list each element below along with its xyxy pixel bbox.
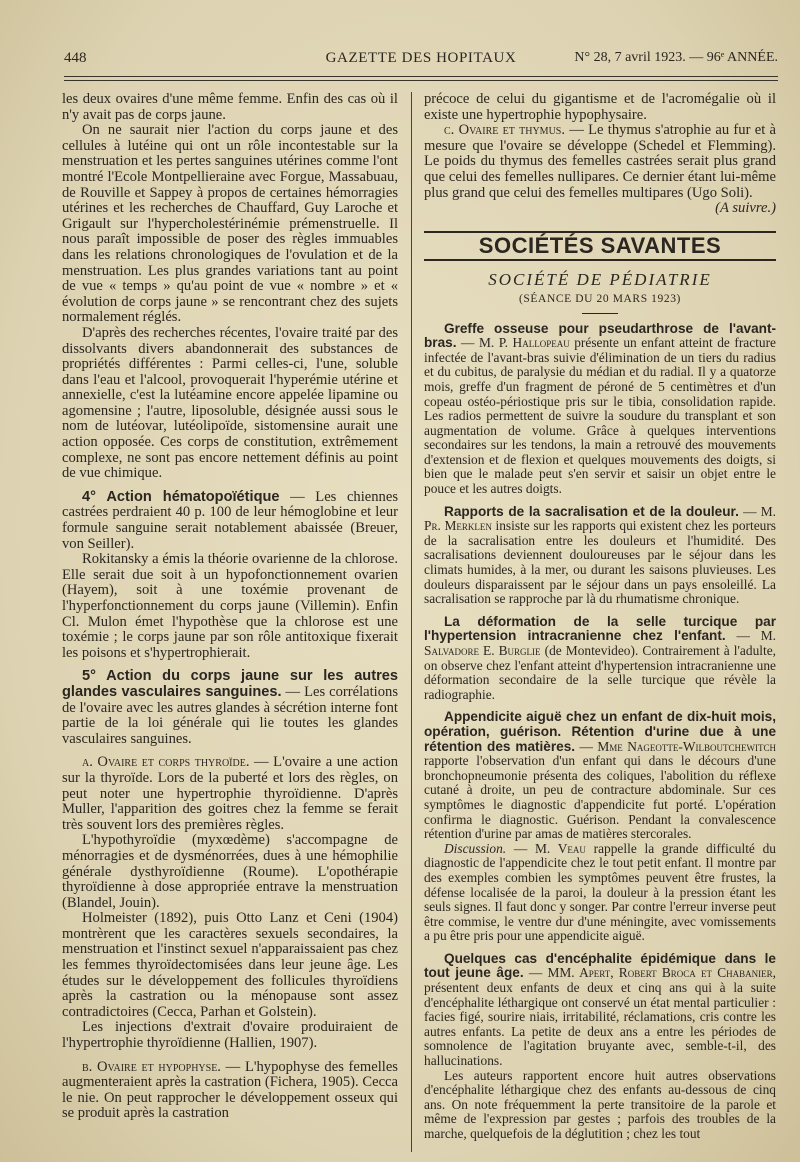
paragraph: précoce de celui du gigantisme et de l'acromégalie où il existe une hypertrophie hypophysaire. (424, 91, 776, 123)
journal-title: GAZETTE DES HOPITAUX (325, 50, 517, 66)
author: M. Pr. Merklen (424, 503, 777, 534)
paragraph: On ne saurait nier l'action du corps jaune et des cellules à lutéine qui ont un rôle incontestable sur la menstruation et les pertes sanguines utérines comme l'ont montré l'Ecole Montpellieraine avec Forgue, Massabuau, de Rouville et Sappey à propos de certaines hémorragies utérines et les recherches de Chauffard, Guy Laroche et Grigault sur l'hypercholestérinémie prémenstruelle. Il nous paraît impossible de poser des règles immuables dans les relations chronologiques de l'ovulation et de la menstruation. Les plus grandes variations tant au point de vue « temps » qu'au point de vue « nombre » et « évolution de corps jaune » se rencontrant chez des sujets normalement réglés. (62, 122, 398, 326)
article-title: Quelques cas d'encéphalite épidémique dans le tout jeune âge. (424, 950, 776, 981)
running-header (64, 46, 778, 72)
column-separator (411, 92, 412, 1152)
discussion-label: Discussion. (444, 840, 507, 856)
paragraph: Rokitansky a émis la théorie ovarienne de la chlorose. Elle serait due soit à un hypofonctionnement ovarien (Hayem), soit à une toxémie provenant de l'hyperfonctionnement du corps jaune (Villemin). Enfin Cl. Mulon émet l'hypothèse que la chlorose est une toxémie ; le corps jaune par son rôle antitoxique fixerait les poisons et s'hypertrophierait. (62, 551, 398, 661)
discussion: Discussion. — M. Veau rappelle la grande difficulté du diagnostic de l'appendicite chez le tout petit enfant. Il montre par des exemples combien les symptômes peuvent être frustes, la défense localisée de la paroi, la douleur à la pression étant les seuls signes. Il faut donc y songer. Par contre l'erreur inverse peut être commise, le ventre dur d'une méningite, avec vomissements a pu être pris pour une appendicite aiguë. (424, 840, 777, 944)
section-heading: 5° Action du corps jaune sur les autres glandes vasculaires sanguines. (62, 668, 398, 700)
left-column (62, 92, 398, 1122)
article-title: La déformation de la selle turcique par l'hypertension intracranienne chez l'enfant. (424, 613, 776, 644)
author: M. Veau (534, 840, 586, 856)
paragraph: Les auteurs rapportent encore huit autres observations d'encéphalite léthargique chez des enfants au-dessous de cinq ans. On note fréquemment la perte transitoire de la parole et même de l'expression par gestes ; parfois des troubles de la marche, quelquefois de la déglutition ; chez les tout (424, 1067, 776, 1141)
to-be-continued: ( A suivre. ) (424, 201, 776, 217)
paragraph: les deux ovaires d'une même femme. Enfin des cas où il n'y avait pas de corps jaune. (62, 91, 398, 123)
author: MM. Apert, Robert Broca et Chabanier (547, 965, 773, 981)
paragraph: Holmeister (1892), puis Otto Lanz et Ceni (1904) montrèrent que les caractères sexuels secondaires, la menstruation et l'instinct sexuel n'apparaissaient pas chez les femmes thyroïdectomisées dans leur jeune âge. Les études sur le développement des follicules thyroïdiens après la castration ou la ménopause sont assez contradictoires (Cecca, Parhan et Golstein). (62, 910, 398, 1020)
author: Mme Nageotte-Wilboutchewitch (597, 738, 777, 754)
issue-date: N° 28, 7 avril 1923. — 96ᵉ ANNÉE. (574, 50, 778, 65)
subsection-label: c. Ovaire et thymus. (444, 122, 565, 139)
article: Appendicite aiguë chez un enfant de dix-huit mois, opération, guérison. Rétention d'urine due à une rétention des matières. — Mme Nageotte-Wilboutchewitch rapporte l'observation d'un enfant qui dans le décours d'une bronchopneumonie présenta des coliques, l'abolition du réflexe cutané à droite, un peu de contracture abdominale. Sur ces symptômes le diagnostic d'appendicite fut porté. L'opération confirma le diagnostic. Guérison. Pendant la convalescence rétention d'urine par amas de matières stercorales. (424, 709, 777, 842)
article: Quelques cas d'encéphalite épidémique dans le tout jeune âge. — MM. Apert, Robert Broca et Chabanier, présentent deux enfants de deux et cinq ans qui à la suite d'encéphalite léthargique ont conservé un état mental particulier : facies figé, sourire niais, irritabilité, réclamations, cris contre les autres enfants. La petite de deux ans a entre les périodes de somnolence de l'agitation bruyante avec, semble-t-il, des hallucinations. (424, 950, 776, 1069)
society-title: SOCIÉTÉ DE PÉDIATRIE (488, 270, 712, 290)
author: M. P. Hallopeau (478, 335, 570, 351)
continued-text (424, 92, 776, 217)
author: M. Salvadore E. Burglie (424, 628, 776, 658)
section-title: SOCIÉTÉS SAVANTES (424, 231, 776, 262)
article-title: Greffe osseuse pour pseudarthrose de l'avant-bras. (424, 320, 776, 351)
paragraph: Les injections d'extrait d'ovaire produiraient de l'hypertrophie thyroïdienne (Hallien, 1907). (62, 1019, 398, 1052)
paragraph: b. Ovaire et hypophyse. — L'hypophyse des femelles augmenteraient après la castration (Fichera, 1905). Cecca le nie. On peut rapprocher le développement osseux qui se produit après la castration (62, 1058, 398, 1122)
article: Rapports de la sacralisation et de la douleur. — M. Pr. Merklen insiste sur les rapports qui existent chez les porteurs de la sacralisation entre les douleurs et l'humidité. Des sacralisations deviennent douloureuses par le séjour dans les climats humides, à la mer, ou durant les saisons pluvieuses. Les douleurs disparaissent par le séjour dans un pays ensoleillé. La sacralisation se rapproche par là du rhumatisme chronique. (424, 503, 777, 607)
section-heading: 4° Action hématopoïétique (82, 488, 280, 505)
article: La déformation de la selle turcique par l'hypertension intracranienne chez l'enfant. — M. Salvadore E. Burglie (de Montevideo). Contrairement à l'adulte, on observe chez l'enfant atteint d'hypertension intracranienne une déformation secondaire de la selle turcique que révèle la radiographie. (424, 613, 776, 702)
divider (582, 313, 618, 314)
paragraph: L'hypothyroïdie (myxœdème) s'accompagne de ménorragies et de dysménorrées, dues à une hémophilie générale dysthyroïdienne (Roume). L'opothérapie thyroïdienne à dose appropriée entrave la menstruation (Blandel, Jouin). (62, 832, 398, 911)
subsection-label: b. Ovaire et hypophyse. (82, 1058, 221, 1075)
session-date: (SÉANCE DU 20 MARS 1923) (519, 292, 681, 305)
paragraph: 5° Action du corps jaune sur les autres glandes vasculaires sanguines. — Les corrélations de l'ovaire avec les autres glandes à sécrétion interne font partie de la loi générale qui lie toutes les glandes vasculaires sanguines. (62, 668, 398, 747)
paragraph: D'après des recherches récentes, l'ovaire traité par des dissolvants divers abandonnerait des substances de propriétés différentes : Parmi celles-ci, l'une, soluble dans l'eau et l'alcool, provoquerait l'hyperémie utérine et annexielle, c'est la lutéamine encore appelée lipamine ou agomensine ; l'autre, liposoluble, désignée aussi sous le nom de lutéovar, lutéolipoïde, sistomensine aurait une action opposée. Ces corps de constitution, extrêmement complexe, ne sont pas encore nettement définis au point de vue chimique. (62, 324, 398, 482)
subsection-label: a. Ovaire et corps thyroïde. (82, 754, 250, 771)
header-rule (64, 80, 778, 81)
article-title: Appendicite aiguë chez un enfant de dix-huit mois, opération, guérison. Rétention d'urine due à une rétention des matières. (424, 709, 776, 754)
paragraph: 4° Action hématopoïétique — Les chiennes castrées perdraient 40 p. 100 de leur hémoglobine et leur formule sanguine serait notablement abaissée (Breuer, von Seiller). (62, 488, 398, 552)
paragraph: c. Ovaire et thymus. — Le thymus s'atrophie au fur et à mesure que l'ovaire se développe (Schedel et Flemming). Le poids du thymus des femelles castrées serait plus grand que celui des femelles nullipares. Ce dernier étant lui-même plus grand que celui des femelles multipares (Ugo Soli). (424, 122, 776, 201)
paragraph: a. Ovaire et corps thyroïde. — L'ovaire a une action sur la thyroïde. Lors de la puberté et lors des règles, on peut noter une hypertrophie thyroïdienne. D'après Muller, l'apparition des goitres chez la femme se ferait très souvent lors des premières règles. (62, 754, 398, 833)
page-number: 448 (64, 50, 87, 66)
right-column (424, 92, 776, 1142)
article: Greffe osseuse pour pseudarthrose de l'avant-bras. — M. P. Hallopeau présente un enfant atteint de fracture infectée de l'avant-bras suivie d'élimination de un tiers du radius et du cubitus, de paralysie du médian et du radial. Il y a quatorze mois, greffe d'un fragment de péroné de 5 centimètres et d'un copeau ostéo-périostique pris sur le tibia, consolidation rapide. Les radios permettent de suivre la soudure du transplant et son augmentation de volume. Grâce à quelques interventions secondaires sur les tendons, la main a retrouvé des mouvements d'extension et de flexion et quelques mouvements des doigts, si bien que le malade peut s'en servir et saisir un objet entre le pouce et les autres doigts. (424, 320, 776, 497)
header-rule (64, 76, 778, 77)
article-title: Rapports de la sacralisation et de la douleur. (444, 503, 739, 519)
